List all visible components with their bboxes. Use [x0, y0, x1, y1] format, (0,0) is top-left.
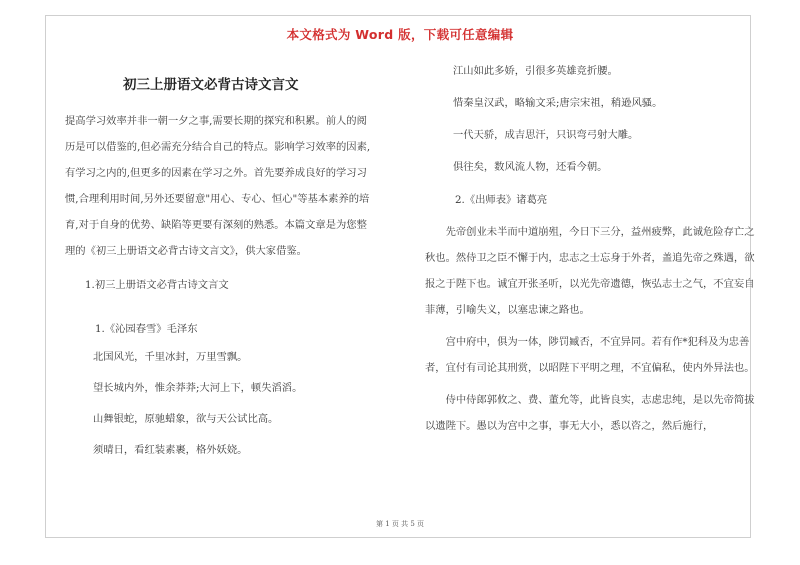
editable-banner: 本文格式为 Word 版，下载可任意编辑 [286, 27, 514, 42]
intro-line: 惯,合理利用时间,另外还要留意"用心、专心、恒心"等基本素养的培 [65, 193, 370, 205]
prose-paragraph: 侍中侍郎郭攸之、费、董允等，此皆良实，志虑忠纯，是以先帝简拔以遗陛下。愚以为宫中之事，事无大小，悉以咨之，然后施行， [425, 394, 755, 432]
poem-line: 须晴日，看红装素裹，格外妖娆。 [93, 444, 248, 456]
article-title: 初三上册语文必背古诗文言文 [123, 77, 299, 93]
poem-line: 一代天骄，成吉思汗，只识弯弓射大雕。 [453, 129, 639, 141]
right-column [425, 58, 755, 439]
intro-line: 有学习之内的,但更多的因素在学习之外。首先要养成良好的学习习 [65, 167, 367, 179]
left-column [65, 70, 395, 468]
intro-line: 提高学习效率并非一朝一夕之事,需要长期的探究和积累。前人的阅 [65, 115, 367, 127]
section-heading: 1.初三上册语文必背古诗文言文 [85, 279, 229, 291]
prose-heading: 2.《出师表》诸葛亮 [455, 194, 548, 206]
poem-line: 俱往矣，数风流人物，还看今朝。 [453, 161, 608, 173]
poem-line: 山舞银蛇，原驰蜡象，欲与天公试比高。 [93, 413, 279, 425]
poem-heading: 1.《沁园春雪》毛泽东 [95, 323, 198, 335]
intro-line: 育,对于自身的优势、缺陷等更要有深刻的熟悉。本篇文章是为您整 [65, 219, 367, 231]
prose-paragraph: 宫中府中，俱为一体，陟罚臧否，不宜异同。若有作*犯科及为忠善者，宜付有司论其刑赏，以昭陛下平明之理，不宜偏私，使内外异法也。 [425, 336, 755, 374]
poem-line: 北国风光，千里冰封，万里雪飘。 [93, 351, 248, 363]
page-number: 第 1 页 共 5 页 [375, 520, 425, 528]
poem-line: 江山如此多娇，引很多英雄竞折腰。 [453, 65, 618, 77]
prose-paragraph: 先帝创业未半而中道崩殂，今日下三分，益州疲弊，此诚危险存亡之秋也。然侍卫之臣不懈于内，忠志之士忘身于外者，盖追先帝之殊遇，欲报之于陛下也。诚宜开张圣听，以光先帝遗德，恢弘志士之气，不宜妄自菲薄，引喻失义，以塞忠谏之路也。 [425, 226, 755, 316]
intro-line: 理的《初三上册语文必背古诗文言文》，供大家借鉴。 [65, 245, 307, 257]
intro-line: 历是可以借鉴的,但必需充分结合自己的特点。影响学习效率的因素, [65, 141, 371, 153]
poem-line: 惜秦皇汉武，略输文采;唐宗宋祖，稍逊风骚。 [453, 97, 663, 109]
poem-line: 望长城内外，惟余莽莽;大河上下，顿失滔滔。 [93, 382, 303, 394]
